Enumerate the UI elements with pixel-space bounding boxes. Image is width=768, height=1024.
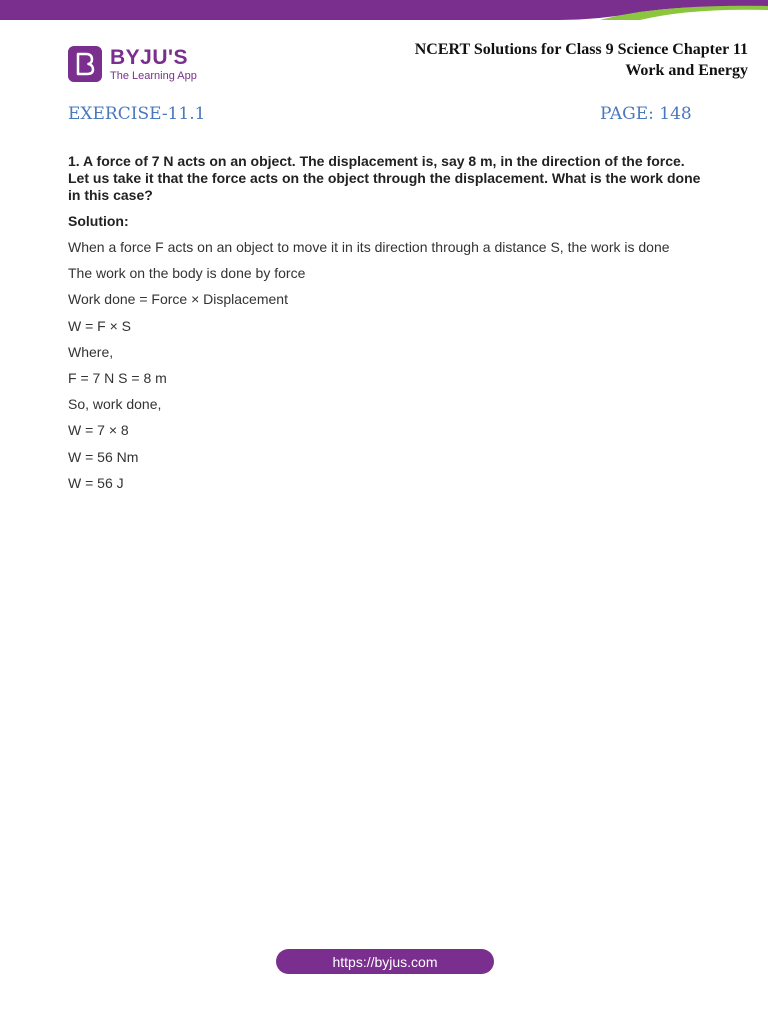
solution-body — [68, 236, 728, 498]
solution-line: When a force F acts on an object to move it in its direction through a distance S, the work is done — [68, 239, 670, 255]
brand-tagline: The Learning App — [110, 69, 197, 82]
byjus-logo — [68, 46, 197, 82]
solution-line: The work on the body is done by force — [68, 265, 306, 282]
exercise-heading: EXERCISE-11.1 — [68, 104, 206, 124]
top-decorative-band — [0, 0, 768, 22]
solution-line: Where, — [68, 343, 114, 360]
document-title — [415, 39, 748, 81]
document-title-line2: Work and Energy — [625, 62, 748, 79]
solution-label: Solution: — [68, 213, 129, 229]
solution-line: W = 56 Nm — [68, 448, 139, 465]
solution-line: So, work done, — [68, 396, 162, 413]
document-title-line1: NCERT Solutions for Class 9 Science Chapter 11 — [414, 41, 748, 58]
solution-line: W = F × S — [68, 317, 132, 334]
footer-url-link[interactable]: https://byjus.com — [276, 949, 494, 974]
brand-name: BYJU'S — [110, 45, 189, 69]
solution-line: W = 56 J — [68, 474, 124, 491]
solution-line: W = 7 × 8 — [68, 422, 129, 439]
question-line: in this case? — [68, 187, 153, 203]
byjus-b-icon — [68, 46, 102, 82]
question-text — [68, 153, 708, 204]
solution-line: Work done = Force × Displacement — [68, 291, 288, 308]
page-number-heading: PAGE: 148 — [600, 104, 692, 124]
question-line: 1. A force of 7 N acts on an object. The displacement is, say 8 m, in the direction of the force. — [68, 153, 685, 169]
question-line: Let us take it that the force acts on the object through the displacement. What is the work done — [68, 170, 701, 186]
solution-line: F = 7 N S = 8 m — [68, 369, 167, 386]
